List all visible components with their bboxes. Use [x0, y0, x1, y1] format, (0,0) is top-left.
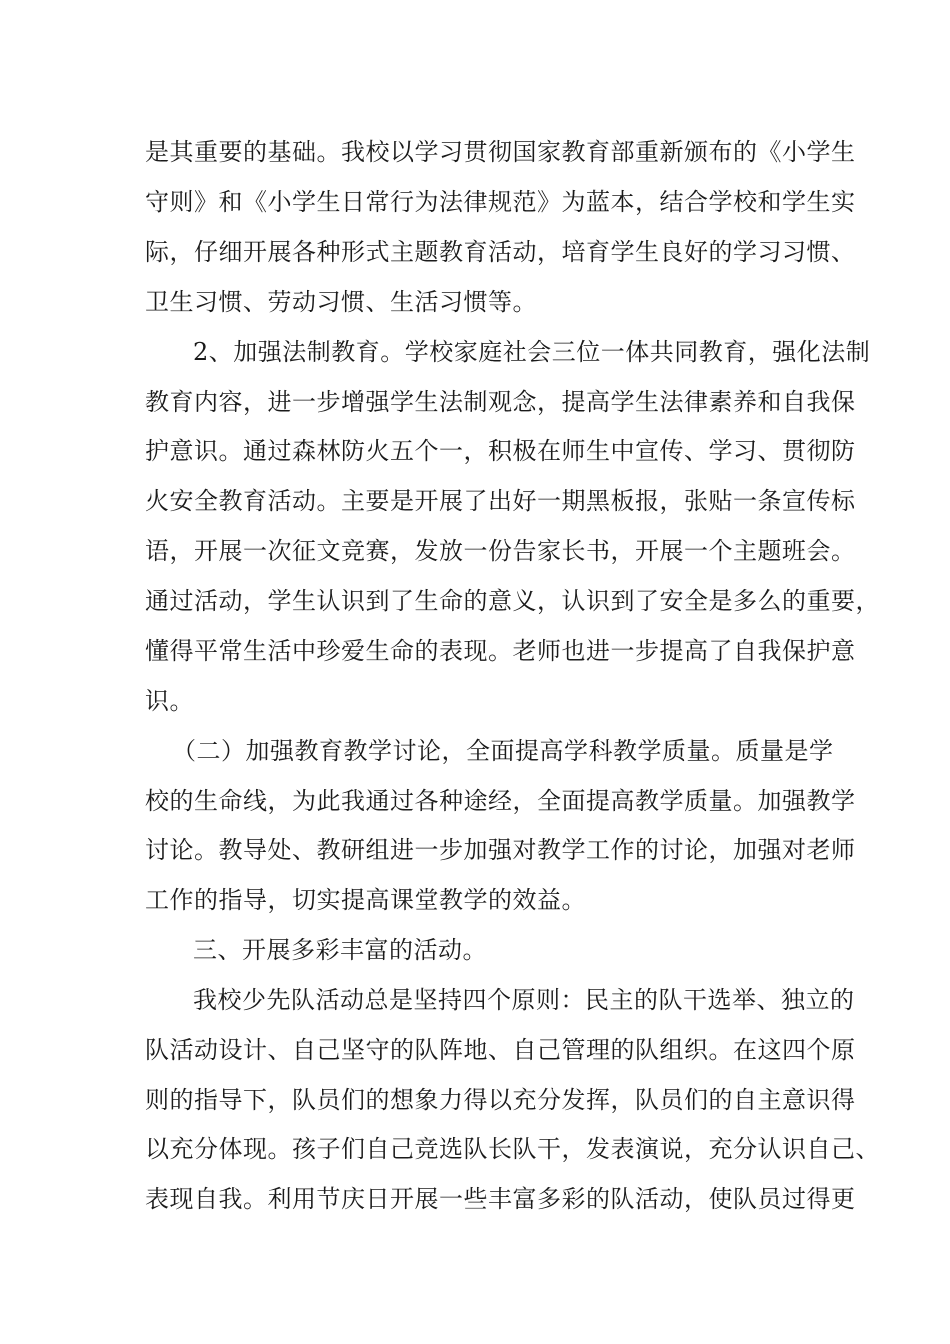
text-line: 则的指导下，队员们的想象力得以充分发挥，队员们的自主意识得 [145, 1086, 856, 1114]
text-line: 教育内容，进一步增强学生法制观念，提高学生法律素养和自我保 [145, 388, 856, 416]
text-line: 我校少先队活动总是坚持四个原则：民主的队干选举、独立的 [193, 986, 855, 1014]
text-line: 识。 [145, 687, 194, 715]
text-line: 校的生命线，为此我通过各种途经，全面提高教学质量。加强教学 [145, 787, 856, 815]
text-line: 通过活动，学生认识到了生命的意义，认识到了安全是多么的重要， [145, 587, 880, 615]
text-line: 表现自我。利用节庆日开展一些丰富多彩的队活动，使队员过得更 [145, 1185, 856, 1213]
section-heading: 三、开展多彩丰富的活动。 [193, 936, 487, 964]
text-line: 语，开展一次征文竞赛，发放一份告家长书，开展一个主题班会。 [145, 537, 856, 565]
text-line: 讨论。教导处、教研组进一步加强对教学工作的讨论，加强对老师 [145, 836, 856, 864]
text-line: 2、加强法制教育。学校家庭社会三位一体共同教育，强化法制 [193, 338, 871, 366]
text-line: （二）加强教育教学讨论，全面提高学科教学质量。质量是学 [172, 737, 834, 765]
text-line: 懂得平常生活中珍爱生命的表现。老师也进一步提高了自我保护意 [145, 637, 856, 665]
text-line: 护意识。通过森林防火五个一，积极在师生中宣传、学习、贯彻防 [145, 437, 856, 465]
text-line: 际，仔细开展各种形式主题教育活动，培育学生良好的学习习惯、 [145, 238, 856, 266]
text-line: 以充分体现。孩子们自己竞选队长队干，发表演说，充分认识自己、 [145, 1135, 880, 1163]
text-line: 守则》和《小学生日常行为法律规范》为蓝本，结合学校和学生实 [145, 188, 856, 216]
text-line: 队活动设计、自己坚守的队阵地、自己管理的队组织。在这四个原 [145, 1036, 856, 1064]
text-line: 卫生习惯、劳动习惯、生活习惯等。 [145, 288, 537, 316]
text-line: 是其重要的基础。我校以学习贯彻国家教育部重新颁布的《小学生 [145, 138, 856, 166]
text-line: 工作的指导，切实提高课堂教学的效益。 [145, 886, 586, 914]
text-line: 火安全教育活动。主要是开展了出好一期黑板报，张贴一条宣传标 [145, 487, 856, 515]
